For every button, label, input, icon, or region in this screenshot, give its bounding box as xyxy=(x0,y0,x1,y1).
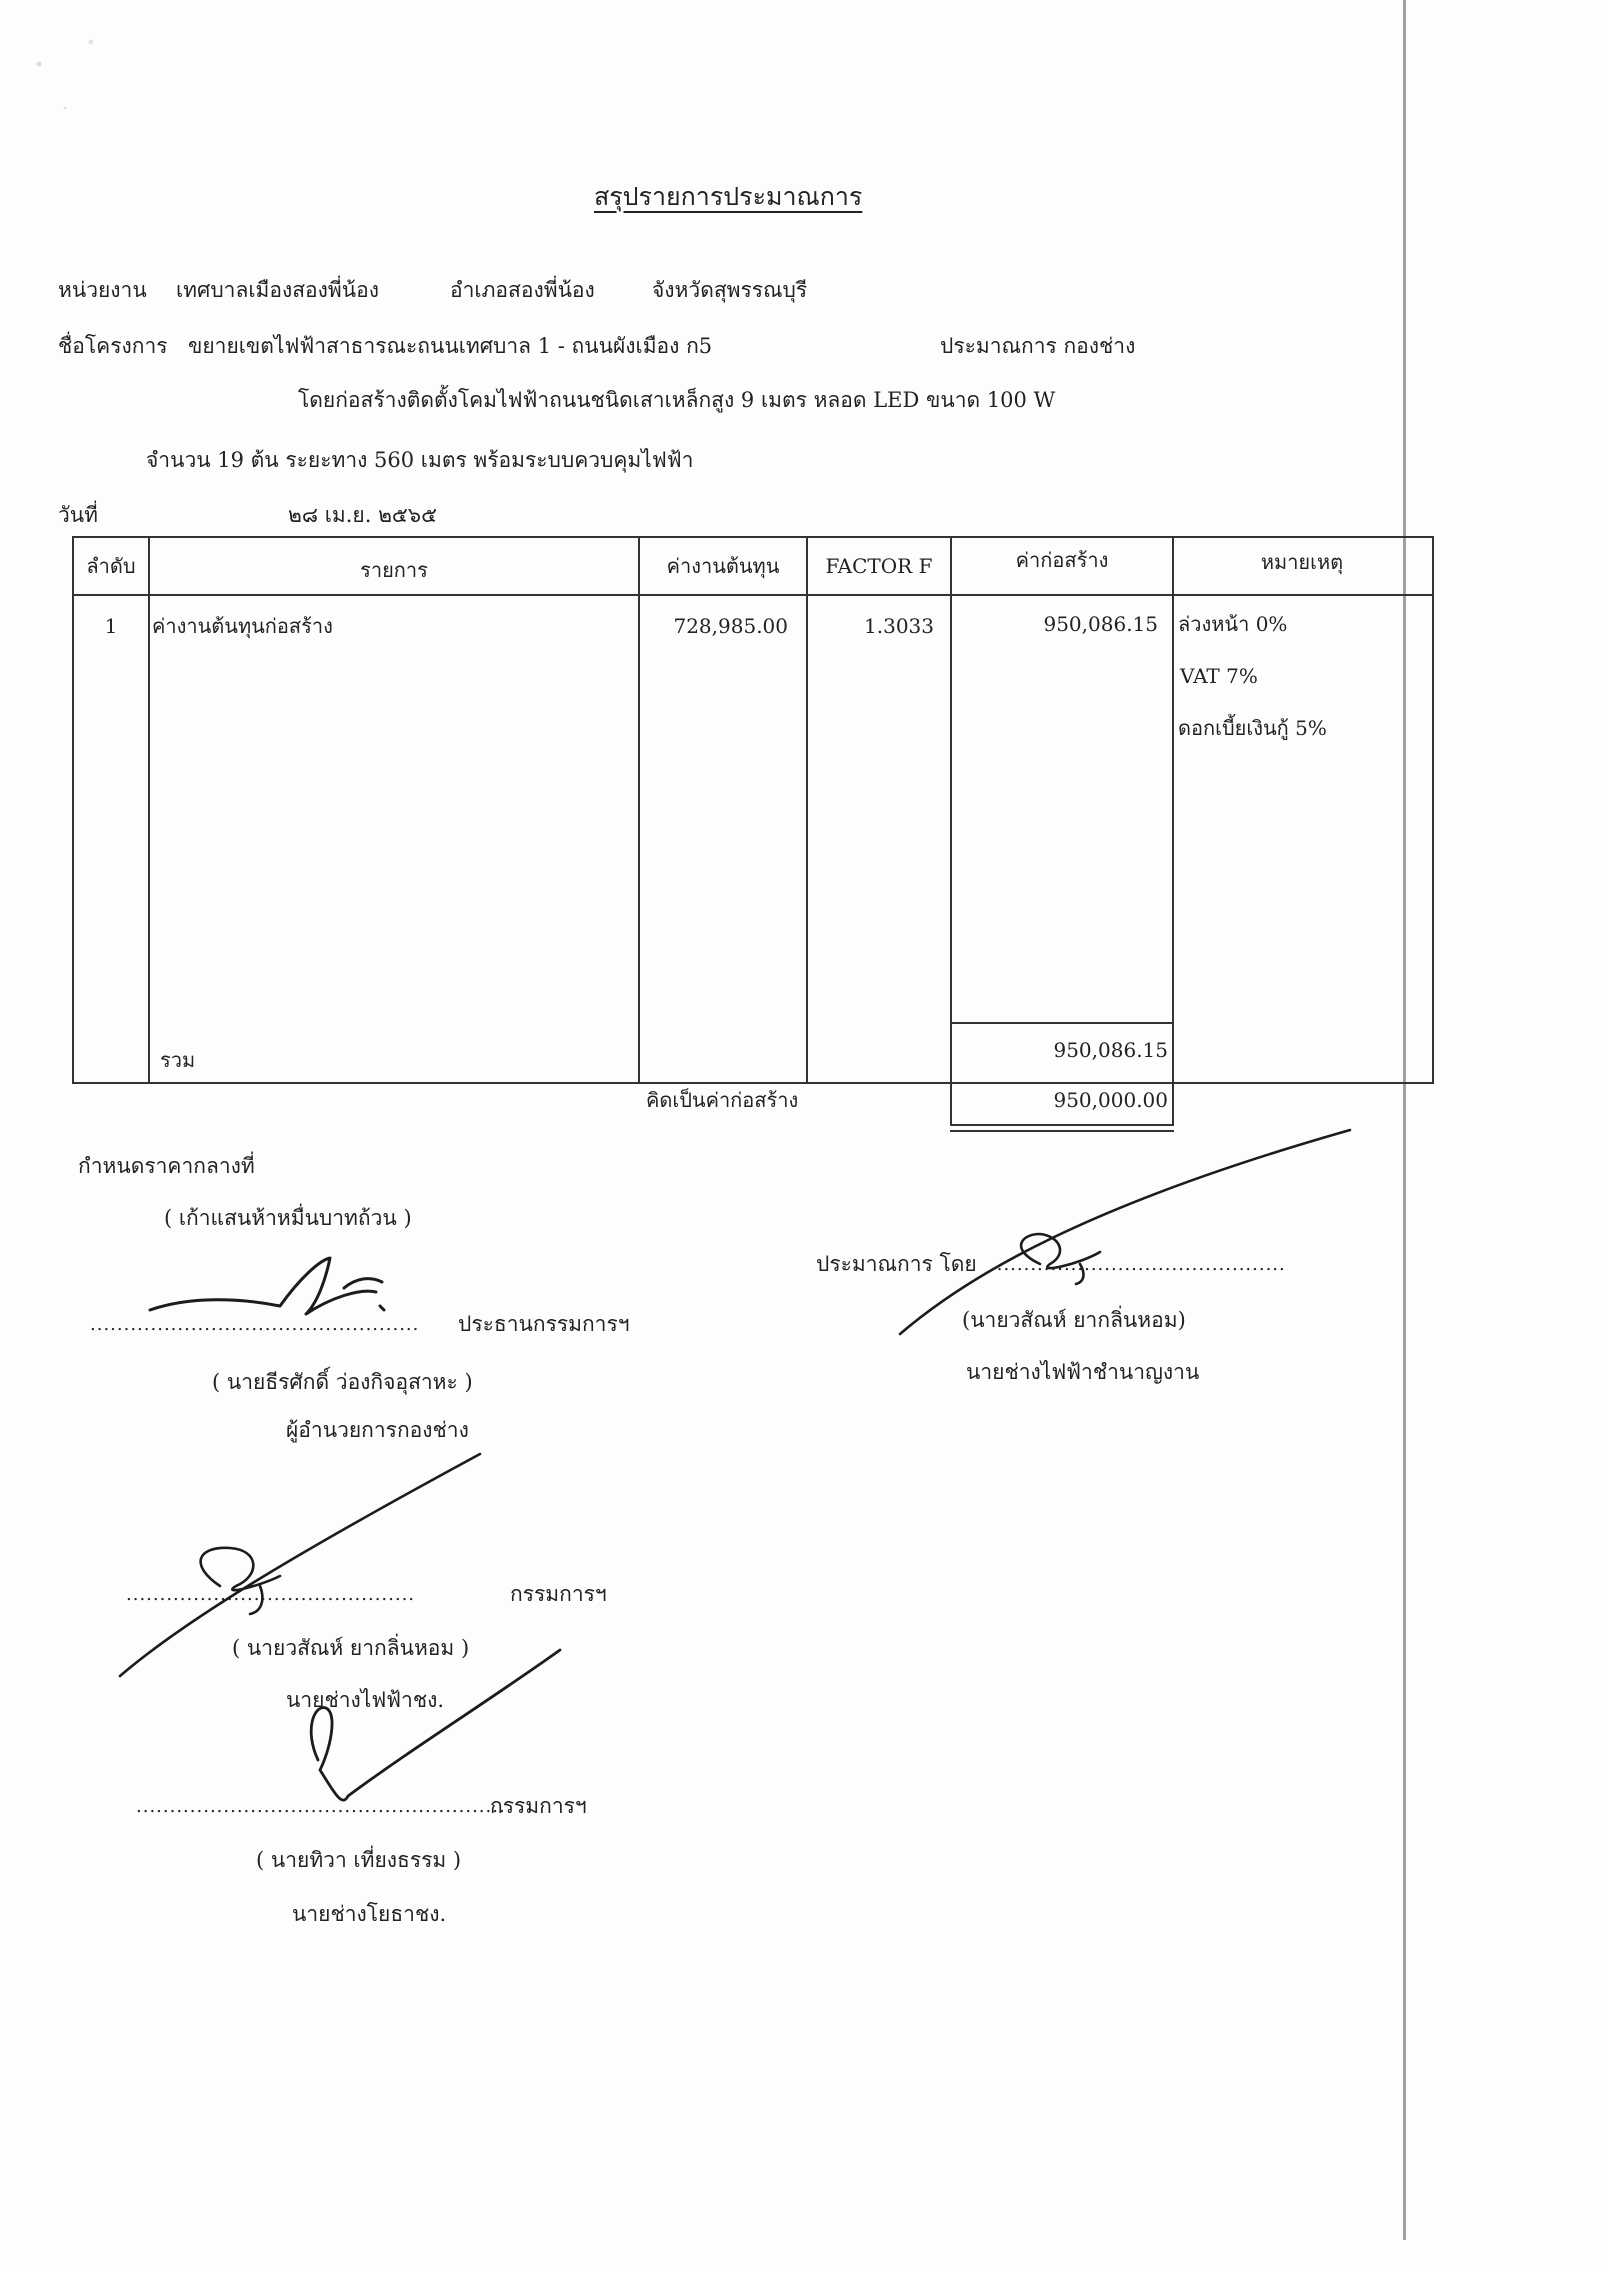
agency-label: หน่วยงาน xyxy=(58,278,147,302)
table-col-divider xyxy=(1172,536,1174,1126)
table-col-divider xyxy=(148,536,150,1082)
chair-role: ประธานกรรมการฯ xyxy=(458,1312,630,1336)
member2-signature xyxy=(290,1620,590,1820)
member2-position: นายช่างโยธาชง. xyxy=(292,1902,447,1926)
project-label: ชื่อโครงการ xyxy=(58,334,168,358)
member2-sign-line: ....................................................... xyxy=(136,1796,506,1817)
remark-advance: ล่วงหน้า 0% xyxy=(1178,612,1288,636)
amount-words-label: กำหนดราคากลางที่ xyxy=(78,1154,255,1178)
document-title: สรุปรายการประมาณการ xyxy=(594,182,863,211)
col-header-construction: ค่าก่อสร้าง xyxy=(1015,548,1109,572)
remark-vat: VAT 7% xyxy=(1180,664,1258,688)
col-header-remarks: หมายเหตุ xyxy=(1260,550,1344,574)
total-value: 950,086.15 xyxy=(1053,1038,1168,1062)
table-header-rule xyxy=(72,594,1432,596)
scan-noise xyxy=(0,20,130,130)
chair-sign-line: ................................................. xyxy=(90,1314,420,1335)
member1-position: นายช่างไฟฟ้าชง. xyxy=(286,1688,445,1712)
chair-name: ( นายธีรศักดิ์ ว่องกิจอุสาหะ ) xyxy=(212,1370,473,1394)
chair-position: ผู้อำนวยการกองช่าง xyxy=(286,1418,469,1442)
row-number: 1 xyxy=(104,614,118,638)
project-name: ขยายเขตไฟฟ้าสาธารณะถนนเทศบาล 1 - ถนนผังเมือง ก5 xyxy=(188,334,713,358)
member1-name: ( นายวสัณห์ ยากลิ่นหอม ) xyxy=(232,1636,470,1660)
col-header-cost: ค่างานต้นทุน xyxy=(666,554,780,578)
member1-role: กรรมการฯ xyxy=(510,1582,607,1606)
col-header-no: ลำดับ xyxy=(86,554,136,578)
estimator-name: (นายวสัณห์ ยากลิ่นหอม) xyxy=(962,1308,1186,1332)
province: จังหวัดสุพรรณบุรี xyxy=(652,278,808,302)
total-label: รวม xyxy=(160,1048,196,1072)
remark-interest: ดอกเบี้ยเงินกู้ 5% xyxy=(1178,716,1327,740)
district: อำเภอสองพี่น้อง xyxy=(450,278,595,302)
member1-sign-line: ........................................... xyxy=(126,1584,416,1605)
estimator-position: นายช่างไฟฟ้าชำนาญงาน xyxy=(966,1360,1200,1384)
rounded-value: 950,000.00 xyxy=(1053,1088,1168,1112)
estimator-label: ประมาณการ โดย xyxy=(816,1252,977,1276)
amount-words: ( เก้าแสนห้าหมื่นบาทถ้วน ) xyxy=(164,1206,412,1230)
row-factor: 1.3033 xyxy=(864,614,934,638)
row-cost: 728,985.00 xyxy=(673,614,788,638)
project-quantity: จำนวน 19 ต้น ระยะทาง 560 เมตร พร้อมระบบควบคุมไฟฟ้า xyxy=(146,448,694,472)
date-value: ๒๘ เม.ย. ๒๕๖๕ xyxy=(288,503,438,527)
total-rule xyxy=(950,1022,1174,1024)
member2-name: ( นายทิวา เที่ยงธรรม ) xyxy=(256,1848,462,1872)
member2-role: กรรมการฯ xyxy=(490,1794,587,1818)
col-header-item: รายการ xyxy=(360,558,428,582)
row-item: ค่างานต้นทุนก่อสร้าง xyxy=(152,614,333,638)
row-construction: 950,086.15 xyxy=(1043,612,1158,636)
scan-edge-line xyxy=(1403,0,1406,2240)
estimator-unit: ประมาณการ กองช่าง xyxy=(940,334,1136,358)
date-label: วันที่ xyxy=(58,503,98,527)
col-header-factor: FACTOR F xyxy=(825,554,933,578)
project-description: โดยก่อสร้างติดตั้งโคมไฟฟ้าถนนชนิดเสาเหล็กสูง 9 เมตร หลอด LED ขนาด 100 W xyxy=(298,388,1056,412)
rounded-label: คิดเป็นค่าก่อสร้าง xyxy=(646,1088,799,1112)
estimator-sign-line: ............................................ xyxy=(990,1254,1286,1275)
agency-name: เทศบาลเมืองสองพี่น้อง xyxy=(176,278,379,302)
